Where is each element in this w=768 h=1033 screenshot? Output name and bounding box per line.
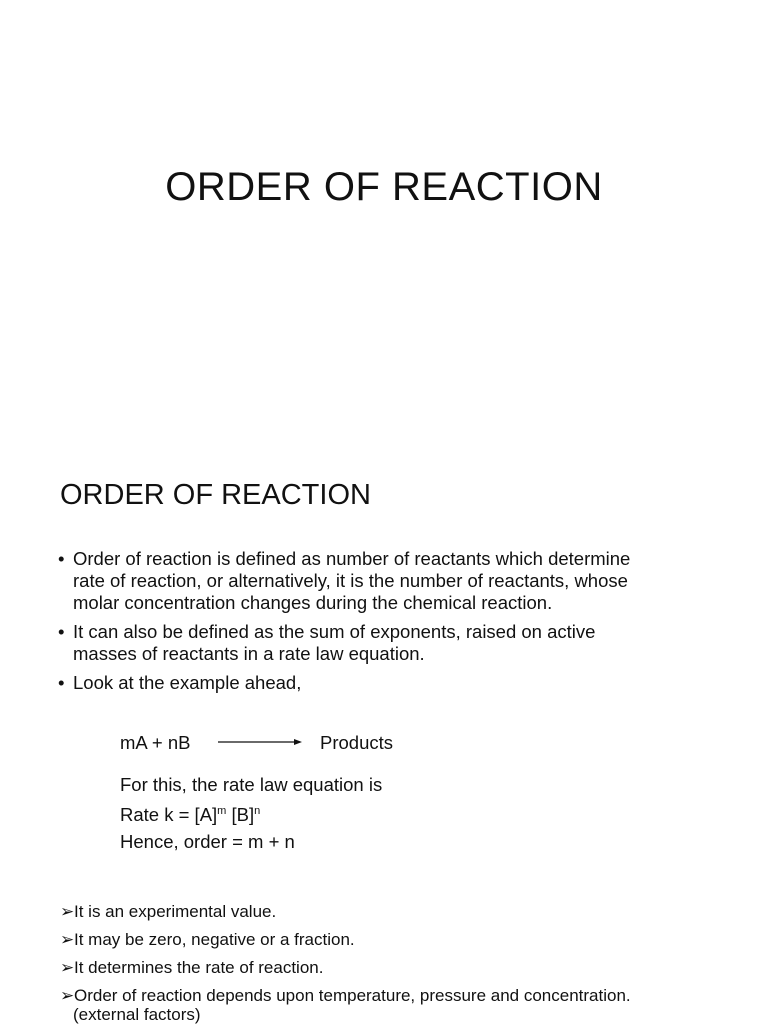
arrow-point-text: It may be zero, negative or a fraction. <box>74 930 355 949</box>
bullet-marker: • <box>58 548 65 569</box>
equation-products: Products <box>320 732 394 753</box>
bullet-item <box>58 548 728 614</box>
arrow-point-text: It is an experimental value. <box>74 902 277 921</box>
order-expression: Hence, order = m + n <box>120 831 295 852</box>
arrow-bullet-icon: ➢ <box>60 986 75 1005</box>
bullet-item <box>58 672 728 694</box>
title-slide <box>0 0 768 430</box>
bullet-line: Order of reaction is defined as number of reactants which determine <box>73 548 631 569</box>
arrow-point <box>60 986 740 1024</box>
content-slide <box>0 430 768 1024</box>
reaction-arrow-icon <box>218 737 302 747</box>
rate-law-block <box>120 771 382 855</box>
bullet-line: Look at the example ahead, <box>73 672 302 693</box>
bullet-marker: • <box>58 672 65 693</box>
rate-law-intro: For this, the rate law equation is <box>120 774 383 795</box>
arrow-point <box>60 902 740 921</box>
rate-law-part: Rate k = [A] <box>120 804 218 825</box>
bullet-line: molar concentration changes during the chemical reaction. <box>73 592 553 613</box>
exponent-m: m <box>217 805 227 817</box>
exponent-n: n <box>254 805 261 817</box>
arrow-bullet-icon: ➢ <box>60 958 75 977</box>
slide-heading: ORDER OF REACTION <box>60 479 371 511</box>
arrow-point-text: Order of reaction depends upon temperature, pressure and concentration. <box>74 986 631 1005</box>
rate-law-part: [B] <box>226 804 255 825</box>
arrow-point <box>60 930 740 949</box>
arrow-point-continuation: (external factors) <box>73 1005 201 1024</box>
bullet-line: rate of reaction, or alternatively, it is the number of reactants, whose <box>73 570 628 591</box>
bullet-line: masses of reactants in a rate law equation. <box>73 643 425 664</box>
slide-title: ORDER OF REACTION <box>165 165 603 209</box>
bullet-item <box>58 621 728 665</box>
arrow-bullet-icon: ➢ <box>60 930 75 949</box>
equation-reactants: mA + nB <box>120 732 191 753</box>
rate-law-expression <box>120 798 382 828</box>
bullet-marker: • <box>58 621 65 642</box>
arrow-bullet-icon: ➢ <box>60 902 75 921</box>
arrow-point-list <box>60 902 740 1033</box>
bullet-list <box>58 548 728 701</box>
arrow-point <box>60 958 740 977</box>
arrow-point-text: It determines the rate of reaction. <box>74 958 324 977</box>
bullet-line: It can also be defined as the sum of exponents, raised on active <box>73 621 596 642</box>
